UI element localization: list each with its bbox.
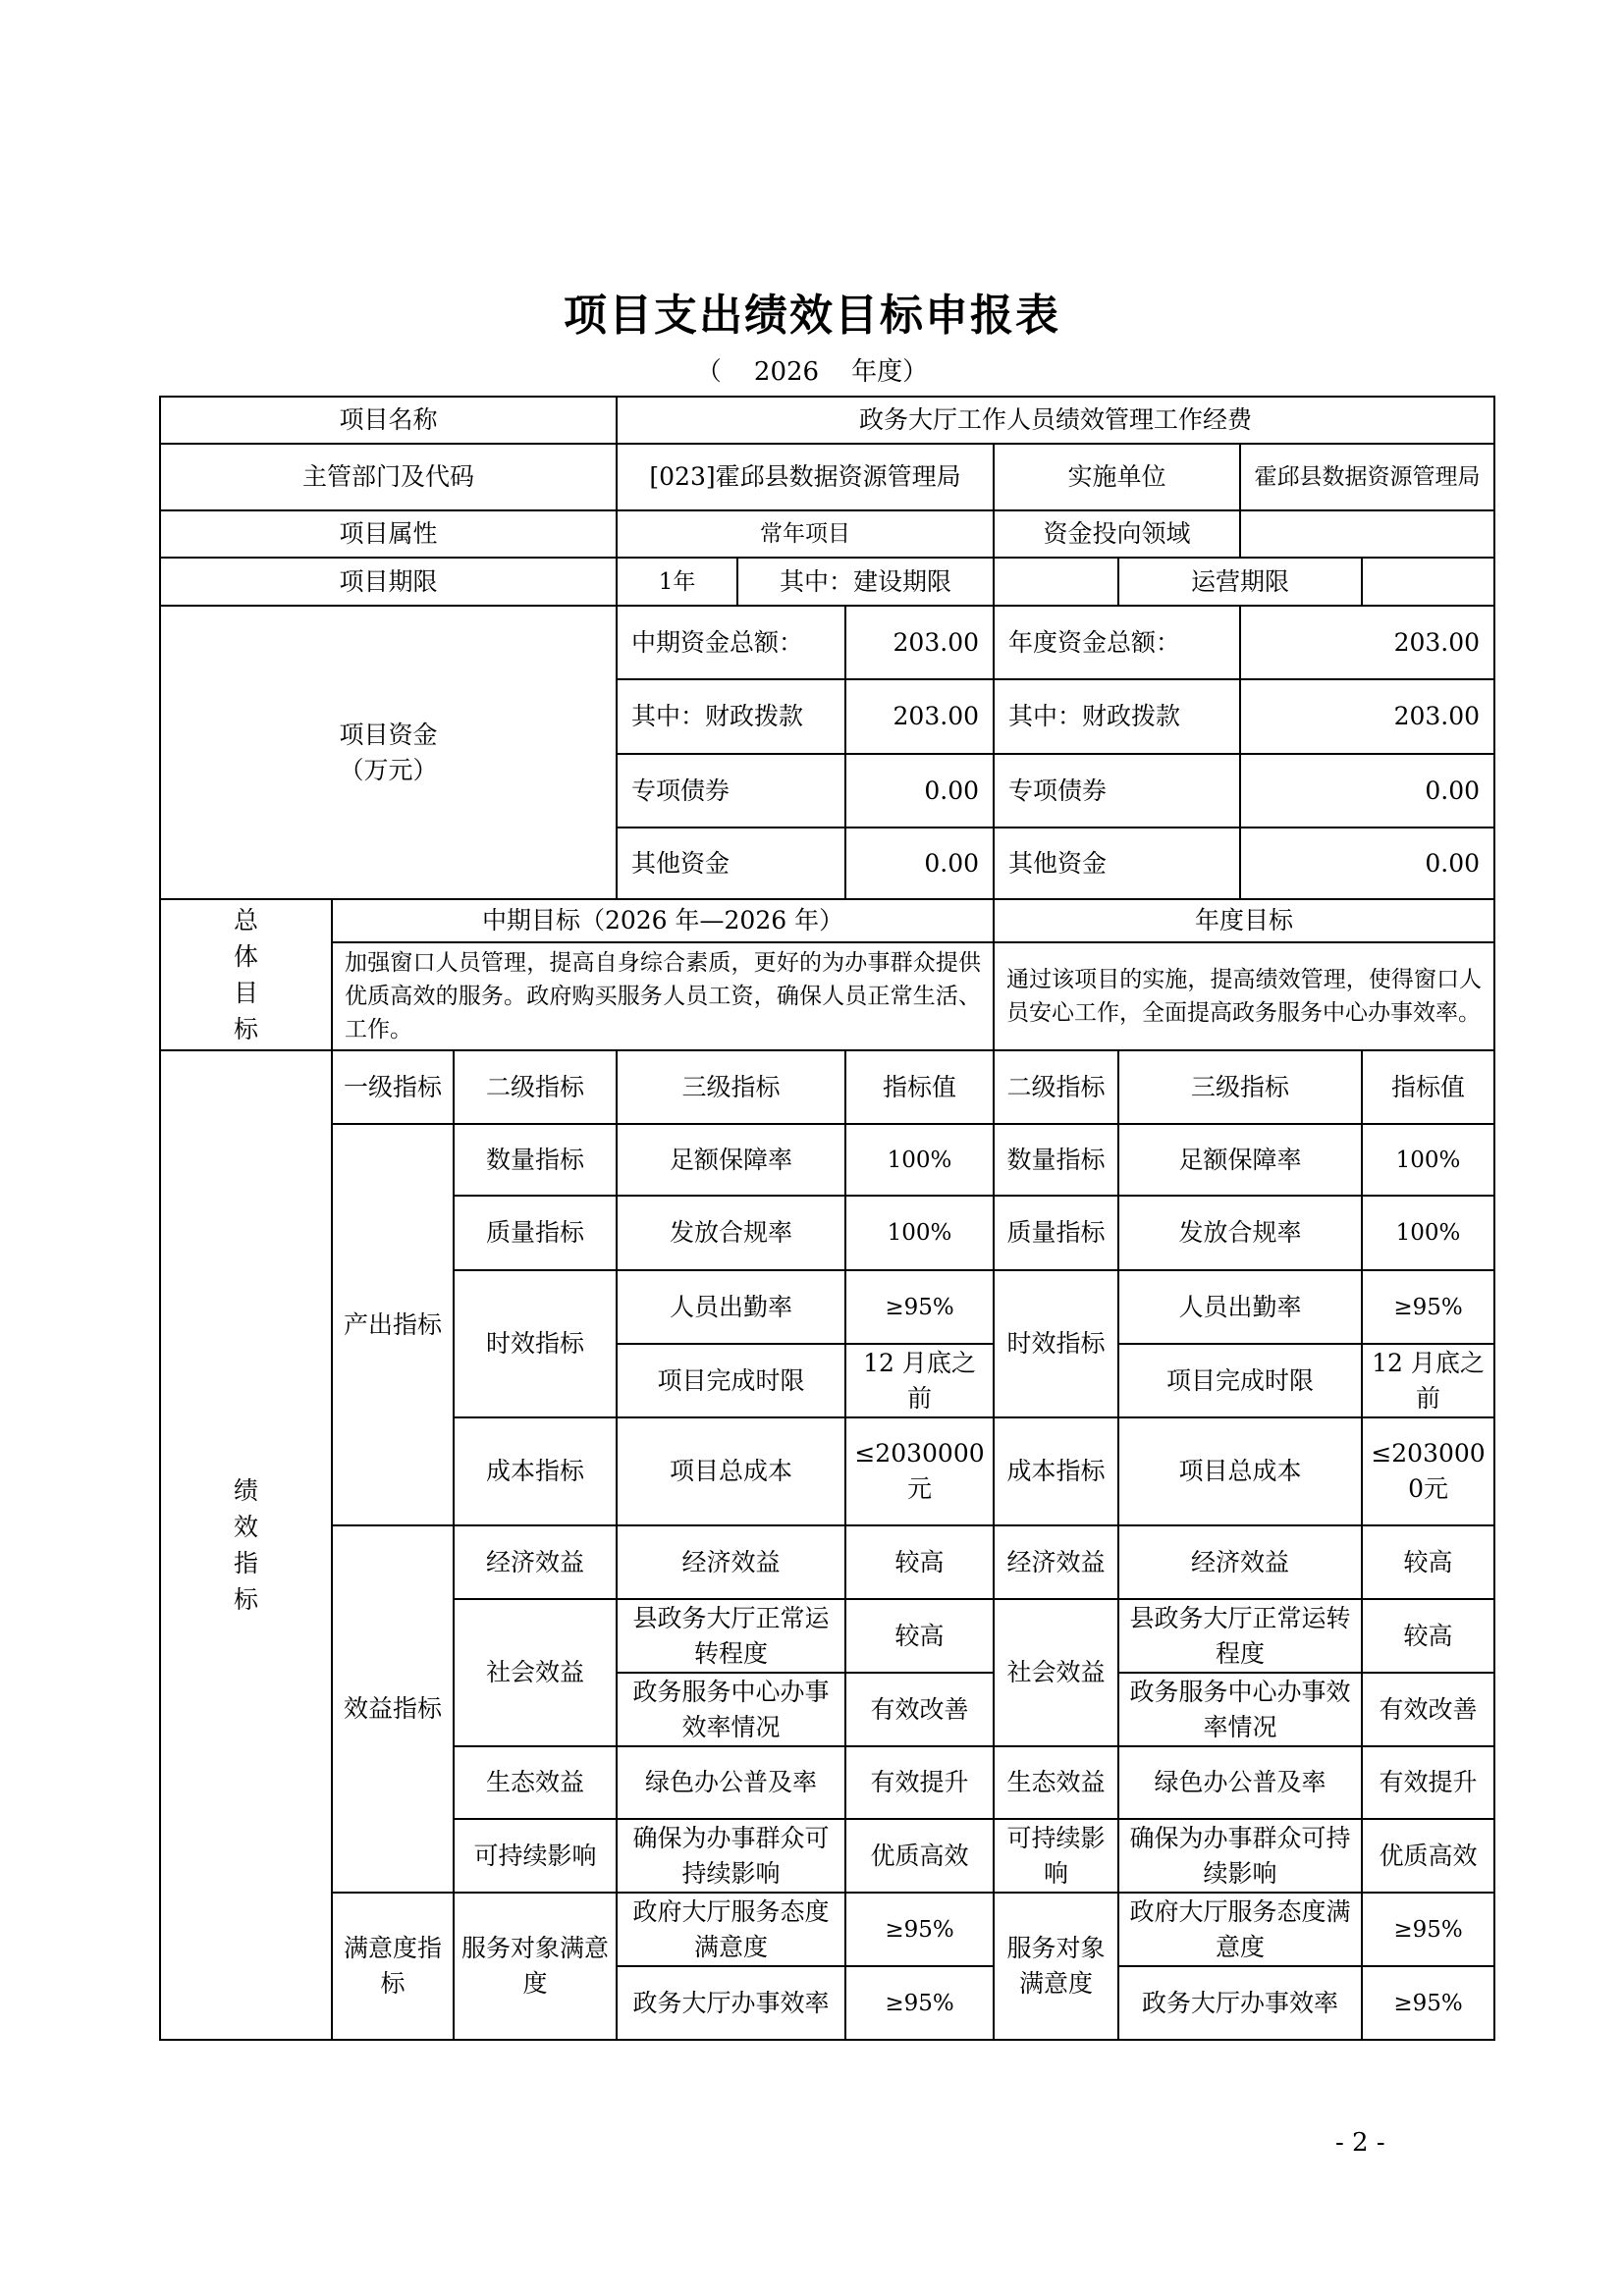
level2-left: 经济效益 (454, 1525, 617, 1599)
level2-left: 时效指标 (454, 1270, 617, 1417)
impl-value: 霍邱县数据资源管理局 (1240, 444, 1494, 510)
value-left: ≥95% (845, 1270, 994, 1344)
level2-right: 成本指标 (994, 1417, 1118, 1525)
level2-left: 数量指标 (454, 1124, 617, 1196)
level2-right: 可持续影响 (994, 1819, 1118, 1893)
funds-right-label: 其中：财政拨款 (994, 679, 1240, 754)
performance-target-table (159, 396, 1495, 2041)
build-period-label: 其中：建设期限 (737, 558, 994, 606)
level3-right: 政务大厅办事效率 (1118, 1966, 1362, 2040)
level2-left: 质量指标 (454, 1196, 617, 1270)
level2-right: 服务对象满意度 (994, 1893, 1118, 2040)
value-right: ≥95% (1362, 1893, 1494, 1966)
level3-right: 足额保障率 (1118, 1124, 1362, 1196)
mid-term-goal-header: 中期目标（2026 年—2026 年） (332, 899, 994, 942)
header-right-level2: 二级指标 (994, 1050, 1118, 1124)
value-left: ≤2030000元 (845, 1417, 994, 1525)
period-value: 1年 (617, 558, 737, 606)
level3-right: 发放合规率 (1118, 1196, 1362, 1270)
value-left: 100% (845, 1196, 994, 1270)
ops-period-value (1362, 558, 1494, 606)
field-label: 资金投向领域 (994, 510, 1240, 558)
level3-right: 确保为办事群众可持续影响 (1118, 1819, 1362, 1893)
period-label: 项目期限 (160, 558, 617, 606)
funds-left-value: 203.00 (845, 606, 994, 679)
year-subtitle: （ 2026 年度） (695, 357, 929, 387)
annual-goal-text: 通过该项目的实施，提高绩效管理，使得窗口人员安心工作，全面提高政务服务中心办事效率。 (994, 942, 1494, 1050)
level3-left: 县政务大厅正常运转程度 (617, 1599, 845, 1673)
dept-value: [023]霍邱县数据资源管理局 (617, 444, 994, 510)
value-right: 较高 (1362, 1525, 1494, 1599)
impl-label: 实施单位 (994, 444, 1240, 510)
value-right: 100% (1362, 1124, 1494, 1196)
level3-left: 足额保障率 (617, 1124, 845, 1196)
header-value: 指标值 (845, 1050, 994, 1124)
level3-left: 项目总成本 (617, 1417, 845, 1525)
performance-indicators-label: 绩效指标 (160, 1050, 332, 2040)
level3-right: 经济效益 (1118, 1525, 1362, 1599)
level2-right: 经济效益 (994, 1525, 1118, 1599)
value-right: ≤2030000元 (1362, 1417, 1494, 1525)
funds-right-value: 0.00 (1240, 754, 1494, 828)
funds-left-label: 其中：财政拨款 (617, 679, 845, 754)
level1-satisfaction: 满意度指标 (332, 1893, 454, 2040)
funds-left-label: 中期资金总额： (617, 606, 845, 679)
funds-right-label: 专项债券 (994, 754, 1240, 828)
value-left: 100% (845, 1124, 994, 1196)
funds-left-label: 其他资金 (617, 828, 845, 899)
level3-left: 项目完成时限 (617, 1344, 845, 1417)
funds-right-label: 年度资金总额： (994, 606, 1240, 679)
level3-right: 绿色办公普及率 (1118, 1746, 1362, 1819)
funds-label-line2: （万元） (339, 755, 438, 784)
value-left: 较高 (845, 1525, 994, 1599)
level2-right: 时效指标 (994, 1270, 1118, 1417)
value-right: 优质高效 (1362, 1819, 1494, 1893)
level3-right: 项目完成时限 (1118, 1344, 1362, 1417)
dept-label: 主管部门及代码 (160, 444, 617, 510)
funds-right-value: 203.00 (1240, 606, 1494, 679)
value-left: ≥95% (845, 1893, 994, 1966)
header-level2: 二级指标 (454, 1050, 617, 1124)
level2-right: 质量指标 (994, 1196, 1118, 1270)
level1-output: 产出指标 (332, 1124, 454, 1525)
funds-right-value: 203.00 (1240, 679, 1494, 754)
level3-right: 政务服务中心办事效率情况 (1118, 1673, 1362, 1746)
level3-right: 项目总成本 (1118, 1417, 1362, 1525)
funds-right-label: 其他资金 (994, 828, 1240, 899)
level3-right: 政府大厅服务态度满意度 (1118, 1893, 1362, 1966)
attr-label: 项目属性 (160, 510, 617, 558)
value-right: 较高 (1362, 1599, 1494, 1673)
page-title: 项目支出绩效目标申报表 (564, 291, 1060, 341)
level3-right: 县政务大厅正常运转程度 (1118, 1599, 1362, 1673)
level1-benefit: 效益指标 (332, 1525, 454, 1893)
level2-right: 社会效益 (994, 1599, 1118, 1746)
value-left: ≥95% (845, 1966, 994, 2040)
funds-left-value: 0.00 (845, 828, 994, 899)
value-right: ≥95% (1362, 1966, 1494, 2040)
level3-left: 经济效益 (617, 1525, 845, 1599)
header-right-level3: 三级指标 (1118, 1050, 1362, 1124)
header-level1: 一级指标 (332, 1050, 454, 1124)
funds-left-value: 0.00 (845, 754, 994, 828)
level2-right: 数量指标 (994, 1124, 1118, 1196)
level3-left: 政务服务中心办事效率情况 (617, 1673, 845, 1746)
value-right: 有效改善 (1362, 1673, 1494, 1746)
level3-left: 政府大厅服务态度满意度 (617, 1893, 845, 1966)
funds-left-value: 203.00 (845, 679, 994, 754)
value-left: 较高 (845, 1599, 994, 1673)
value-left: 有效改善 (845, 1673, 994, 1746)
level3-left: 发放合规率 (617, 1196, 845, 1270)
level2-left: 社会效益 (454, 1599, 617, 1746)
value-left: 12 月底之前 (845, 1344, 994, 1417)
level2-left: 服务对象满意度 (454, 1893, 617, 2040)
attr-value: 常年项目 (617, 510, 994, 558)
value-right: 100% (1362, 1196, 1494, 1270)
field-value (1240, 510, 1494, 558)
level3-left: 绿色办公普及率 (617, 1746, 845, 1819)
level2-left: 生态效益 (454, 1746, 617, 1819)
level3-right: 人员出勤率 (1118, 1270, 1362, 1344)
ops-period-label: 运营期限 (1118, 558, 1362, 606)
header-level3: 三级指标 (617, 1050, 845, 1124)
value-right: 12 月底之前 (1362, 1344, 1494, 1417)
mid-term-goal-text: 加强窗口人员管理，提高自身综合素质，更好的为办事群众提供优质高效的服务。政府购买服务人员工资，确保人员正常生活、工作。 (332, 942, 994, 1050)
funds-right-value: 0.00 (1240, 828, 1494, 899)
value-right: 有效提升 (1362, 1746, 1494, 1819)
page-number: - 2 - (1335, 2128, 1385, 2158)
funds-left-label: 专项债券 (617, 754, 845, 828)
header-right-value: 指标值 (1362, 1050, 1494, 1124)
project-name-label: 项目名称 (160, 397, 617, 444)
value-right: ≥95% (1362, 1270, 1494, 1344)
level3-left: 政务大厅办事效率 (617, 1966, 845, 2040)
level3-left: 人员出勤率 (617, 1270, 845, 1344)
level3-left: 确保为办事群众可持续影响 (617, 1819, 845, 1893)
value-left: 有效提升 (845, 1746, 994, 1819)
funds-label-line1: 项目资金 (339, 720, 438, 749)
annual-goal-header: 年度目标 (994, 899, 1494, 942)
level2-left: 可持续影响 (454, 1819, 617, 1893)
level2-left: 成本指标 (454, 1417, 617, 1525)
project-name-value: 政务大厅工作人员绩效管理工作经费 (617, 397, 1494, 444)
build-period-value (994, 558, 1118, 606)
funds-label (160, 606, 617, 899)
level2-right: 生态效益 (994, 1746, 1118, 1819)
value-left: 优质高效 (845, 1819, 994, 1893)
overall-goals-label: 总体目标 (160, 899, 332, 1050)
